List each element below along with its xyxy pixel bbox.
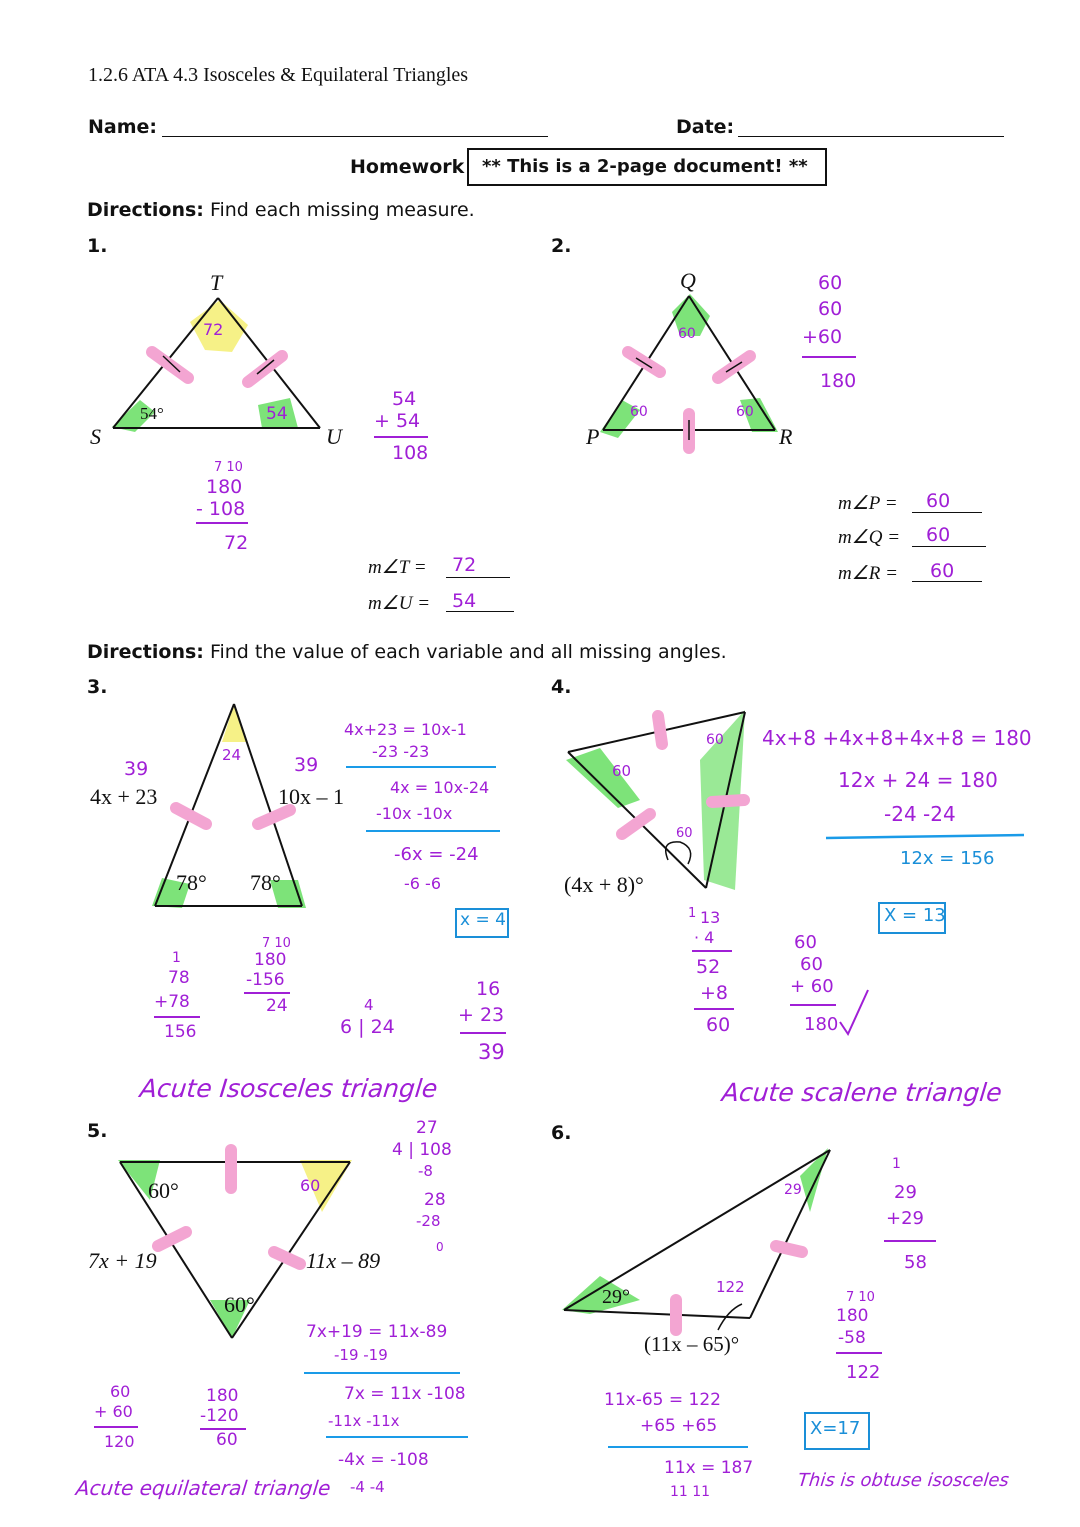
p6-add-2: +29 <box>886 1208 924 1229</box>
p3-base-right: 78° <box>250 870 281 895</box>
p3-sub-result: 24 <box>266 996 288 1016</box>
p1-answer-u-label: m∠U = <box>368 593 431 614</box>
p5-sub-top: 180 <box>206 1386 239 1406</box>
problem-6-number: 6. <box>551 1122 572 1144</box>
p3-add-1: 78 <box>168 968 190 988</box>
problem-1-number: 1. <box>87 235 108 257</box>
p5-work-3: 7x = 11x -108 <box>344 1384 466 1404</box>
p6-sub-top: 180 <box>836 1306 869 1326</box>
p4-work-3: -24 -24 <box>884 802 956 826</box>
p4-hw-angle-bottom: 60 <box>676 826 693 841</box>
p2-answer-q-label: m∠Q = <box>838 527 901 548</box>
p3-work-2: -23 -23 <box>372 742 430 761</box>
p4-sum-2: 60 <box>800 954 823 975</box>
p2-vertex-p: P <box>586 424 600 449</box>
p3-work-1: 4x+23 = 10x-1 <box>344 720 467 739</box>
p3-div-quotient: 4 <box>364 996 374 1014</box>
p3-answer[interactable]: x = 4 <box>460 910 506 930</box>
p4-mult-4: +8 <box>700 982 729 1004</box>
p6-add-result: 58 <box>904 1252 927 1273</box>
p3-check-result: 39 <box>478 1040 505 1064</box>
p5-work-1: 7x+19 = 11x-89 <box>306 1322 448 1342</box>
p1-sum-top: 54 <box>392 388 417 410</box>
p5-div-4: -28 <box>416 1212 441 1230</box>
p5-right-side: 11x – 89 <box>306 1248 381 1273</box>
p4-mult-2: · 4 <box>694 928 715 947</box>
p3-add-carry: 1 <box>172 950 181 966</box>
p3-sub-minus: -156 <box>246 970 285 990</box>
p6-answer[interactable]: X=17 <box>810 1418 861 1439</box>
p2-answer-r-label: m∠R = <box>838 563 898 584</box>
p5-sub-minus: -120 <box>200 1406 239 1426</box>
p3-hw-left-val: 39 <box>124 758 149 780</box>
p4-sum-1: 60 <box>794 932 817 953</box>
p6-hw-angle-bottom: 122 <box>716 1278 745 1296</box>
p3-sub-borrow: 7 10 <box>262 936 291 951</box>
p5-angle-top-left: 60° <box>148 1178 179 1203</box>
p2-sum-result: 180 <box>820 370 857 392</box>
p1-vertex-s: S <box>90 424 101 449</box>
p1-hw-angle-u: 54 <box>266 404 288 424</box>
directions-1-text: Find each missing measure. <box>209 199 475 221</box>
p1-vertex-t: T <box>210 270 223 295</box>
p5-div-5: 0 <box>436 1240 444 1254</box>
p4-bottom-angle: (4x + 8)° <box>564 872 644 897</box>
p4-classification: Acute scalene triangle <box>720 1078 1004 1107</box>
p5-div: 4 | 108 <box>392 1140 452 1160</box>
p3-check-2: + 23 <box>458 1004 505 1026</box>
p1-sum-result: 108 <box>392 442 429 464</box>
p5-angle-bottom: 60° <box>224 1292 255 1317</box>
p2-vertex-q: Q <box>680 268 696 293</box>
problem-2-number: 2. <box>551 235 572 257</box>
p3-work-4: -10x -10x <box>376 804 453 823</box>
p3-right-side: 10x – 1 <box>278 784 344 809</box>
p6-angle-left: 29° <box>602 1286 630 1308</box>
p4-mult-result: 60 <box>706 1014 731 1036</box>
p5-hw-angle-top-right: 60 <box>300 1176 321 1195</box>
p3-sub-top: 180 <box>254 950 287 970</box>
p4-hw-angle-top-right: 60 <box>706 732 724 748</box>
notice-text: ** This is a 2-page document! ** <box>482 156 808 177</box>
p3-add-result: 156 <box>164 1022 197 1042</box>
p6-add-carry: 1 <box>892 1156 901 1172</box>
p6-sub-minus: -58 <box>838 1328 866 1348</box>
p6-angle-bottom: (11x – 65)° <box>644 1332 740 1356</box>
p6-work-3: 11x = 187 <box>664 1458 754 1478</box>
directions-2-text: Find the value of each variable and all missing angles. <box>209 641 727 663</box>
document-title: 1.2.6 ATA 4.3 Isosceles & Equilateral Triangles <box>88 64 469 86</box>
p2-hw-angle-q: 60 <box>678 326 696 342</box>
name-label: Name: <box>88 116 158 138</box>
p1-borrow: 7 10 <box>214 460 243 475</box>
p2-sum-2: 60 <box>818 298 843 320</box>
p5-work-5: -4x = -108 <box>338 1450 429 1470</box>
p6-add-1: 29 <box>894 1182 917 1203</box>
p1-answer-t-label: m∠T = <box>368 557 427 578</box>
p1-sub-result: 72 <box>224 532 249 554</box>
p4-work-4: 12x = 156 <box>900 848 995 869</box>
homework-label: Homework <box>350 156 465 178</box>
problem-4-number: 4. <box>551 676 572 698</box>
p6-work-4: 11 11 <box>670 1484 711 1500</box>
p2-hw-angle-r: 60 <box>736 404 754 420</box>
problem-5-number: 5. <box>87 1120 108 1142</box>
p5-work-6: -4 -4 <box>350 1478 385 1496</box>
p6-sub-result: 122 <box>846 1362 881 1383</box>
p3-check-1: 16 <box>476 978 501 1000</box>
p3-left-side: 4x + 23 <box>90 784 158 809</box>
p4-mult-3: 52 <box>696 956 721 978</box>
p4-hw-angle-left: 60 <box>612 762 632 780</box>
p3-div: 6 | 24 <box>340 1016 395 1038</box>
p1-angle-s: 54° <box>140 404 164 423</box>
p4-work-2: 12x + 24 = 180 <box>838 768 998 792</box>
directions-1-label: Directions: <box>87 199 204 221</box>
p5-work-2: -19 -19 <box>334 1346 388 1364</box>
p5-work-4: -11x -11x <box>328 1412 400 1430</box>
p4-work-1: 4x+8 +4x+8+4x+8 = 180 <box>762 726 1032 750</box>
p5-classification: Acute equilateral triangle <box>74 1476 332 1500</box>
p1-hw-angle-t: 72 <box>203 320 224 339</box>
p4-sum-result: 180 <box>804 1014 839 1035</box>
p1-sub-minus: - 108 <box>196 498 246 520</box>
p5-add-2: + 60 <box>94 1402 133 1421</box>
p3-work-3: 4x = 10x-24 <box>390 778 490 797</box>
p5-div-3: 28 <box>424 1190 446 1210</box>
p2-vertex-r: R <box>779 424 793 449</box>
p3-hw-top-angle: 24 <box>222 746 242 764</box>
p3-work-5: -6x = -24 <box>394 844 479 865</box>
p2-answer-q-value[interactable]: 60 <box>926 524 951 546</box>
p4-mult-carry: 1 <box>688 906 697 921</box>
p1-vertex-u: U <box>326 424 342 449</box>
directions-2-label: Directions: <box>87 641 204 663</box>
p4-mult-1: 13 <box>700 908 721 927</box>
p3-add-2: +78 <box>154 992 190 1012</box>
p3-work-6: -6 -6 <box>404 874 441 893</box>
p5-sub-result: 60 <box>216 1430 238 1450</box>
p5-left-side: 7x + 19 <box>88 1248 157 1273</box>
p1-answer-u-value[interactable]: 54 <box>452 590 477 612</box>
p6-hw-angle-top: 29 <box>784 1182 802 1198</box>
p6-work-2: +65 +65 <box>640 1416 718 1436</box>
p4-answer[interactable]: X = 13 <box>884 905 946 926</box>
p3-classification: Acute Isosceles triangle <box>138 1074 439 1103</box>
date-label: Date: <box>676 116 735 138</box>
p6-sub-borrow: 7 10 <box>846 1290 875 1305</box>
p2-sum-1: 60 <box>818 272 843 294</box>
p6-classification: This is obtuse isosceles <box>796 1470 1010 1491</box>
p1-sub-top: 180 <box>206 476 243 498</box>
p6-work-1: 11x-65 = 122 <box>604 1390 721 1410</box>
p4-sum-3: + 60 <box>790 976 834 997</box>
p5-add-result: 120 <box>104 1432 135 1451</box>
p3-base-left: 78° <box>176 870 207 895</box>
p1-answer-t-value[interactable]: 72 <box>452 554 477 576</box>
p5-add-1: 60 <box>110 1382 131 1401</box>
p3-hw-right-val: 39 <box>294 754 319 776</box>
p5-div-2: -8 <box>418 1162 433 1180</box>
p5-div-quotient: 27 <box>416 1118 438 1138</box>
p2-answer-p-label: m∠P = <box>838 493 898 514</box>
p2-hw-angle-p: 60 <box>630 404 648 420</box>
problem-3-number: 3. <box>87 676 108 698</box>
p2-answer-r-value[interactable]: 60 <box>930 560 955 582</box>
p2-answer-p-value[interactable]: 60 <box>926 490 951 512</box>
p1-sum-add: + 54 <box>374 410 421 432</box>
p2-sum-3: +60 <box>802 326 843 348</box>
